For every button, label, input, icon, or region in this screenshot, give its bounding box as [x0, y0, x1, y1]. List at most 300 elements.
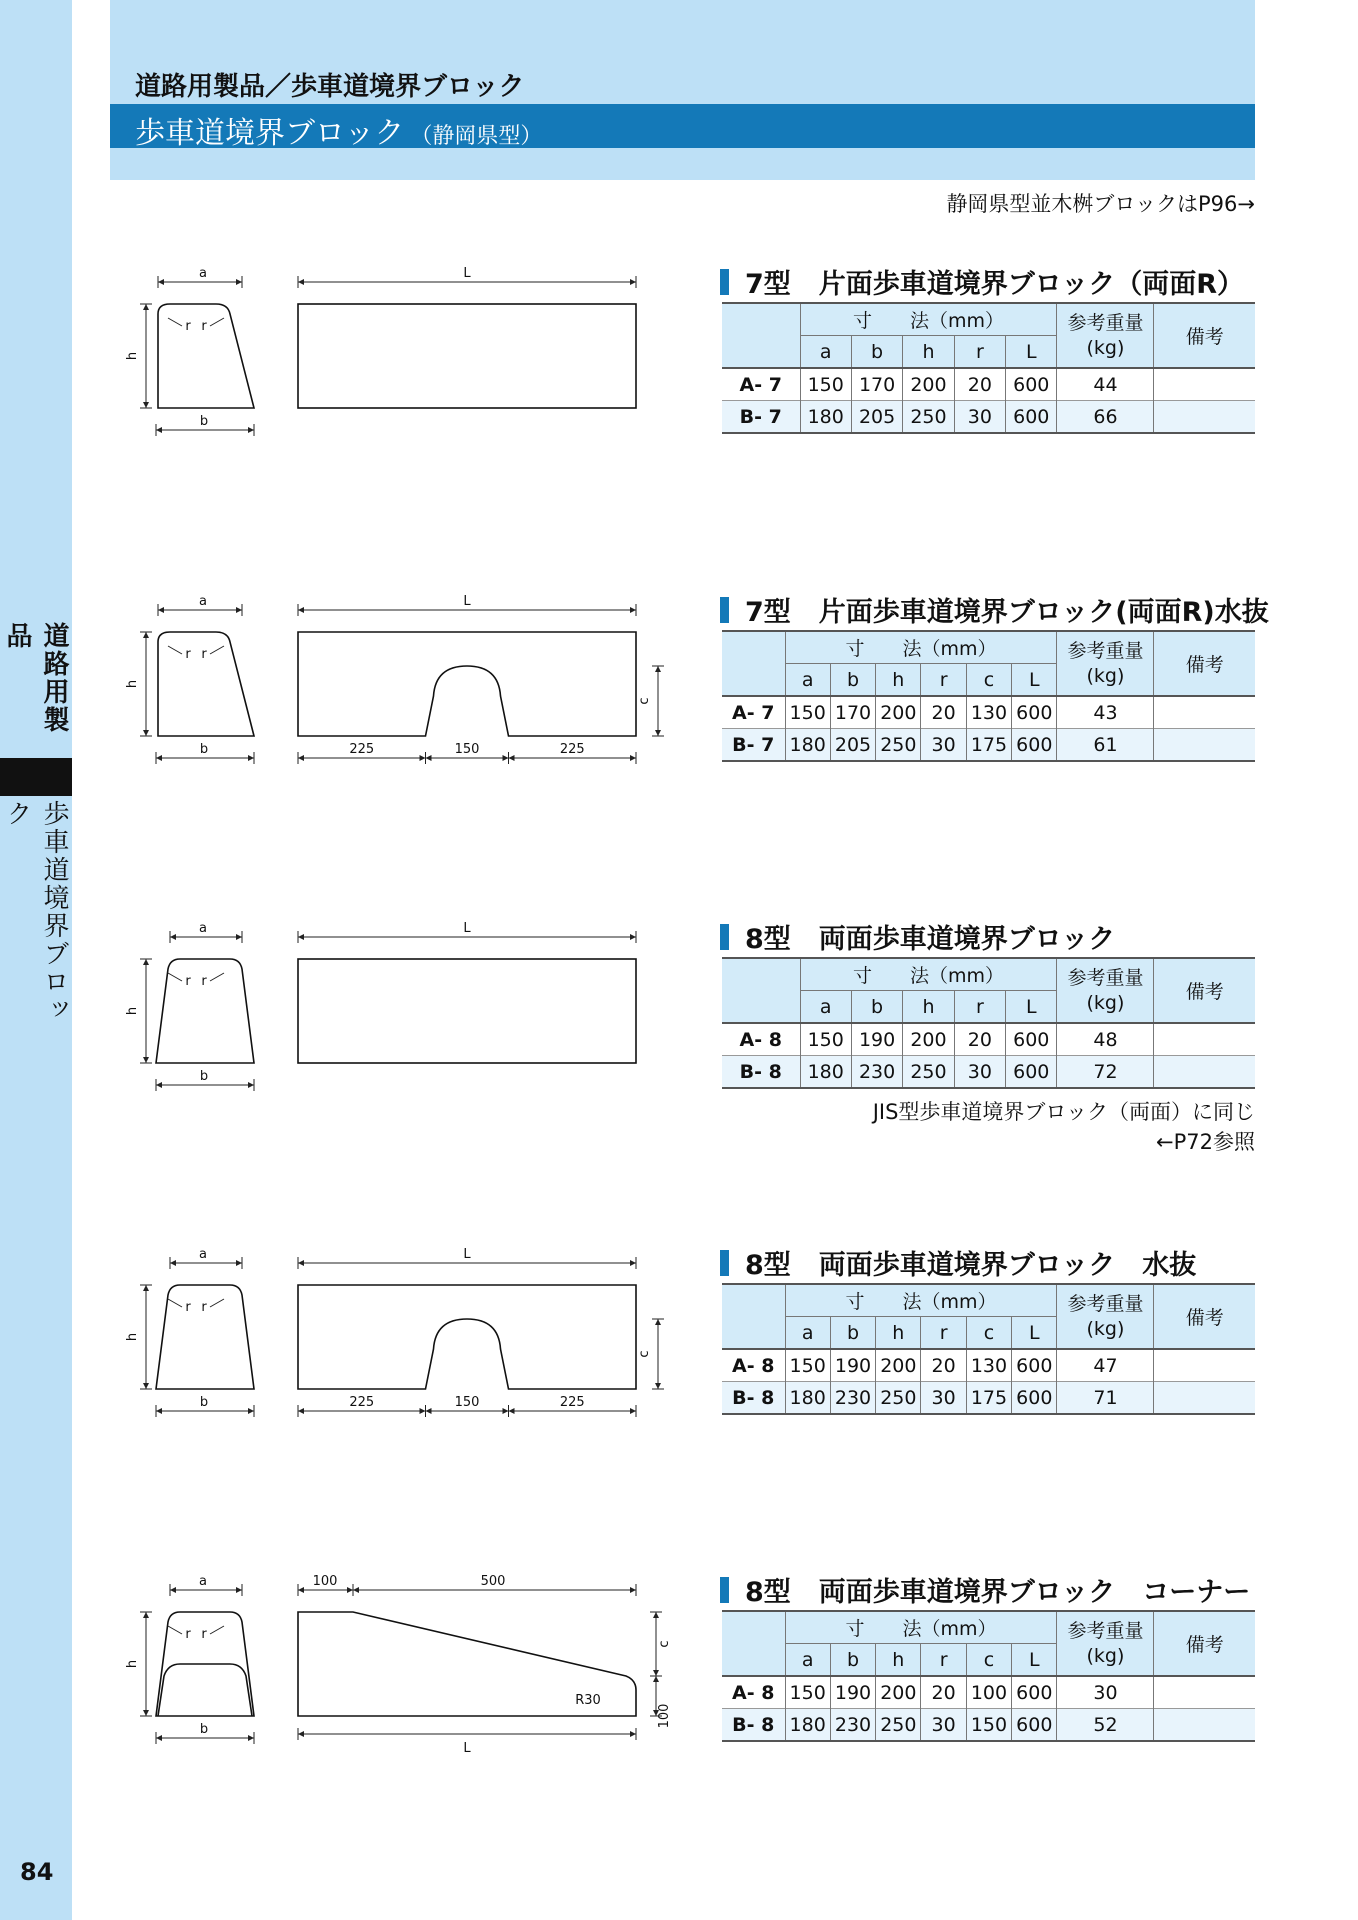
- weight-value: 47: [1057, 1349, 1154, 1382]
- weight-value: 52: [1057, 1709, 1154, 1742]
- dimension-value: 600: [1012, 696, 1057, 729]
- dimension-value: 180: [785, 1709, 830, 1742]
- dimension-arrow: [298, 279, 304, 285]
- dimension-value: 200: [903, 1023, 954, 1056]
- dim-L-label: L: [463, 921, 471, 936]
- weight-value: 72: [1057, 1056, 1154, 1089]
- dimension-arrow: [143, 1057, 149, 1063]
- dim-a-label: a: [199, 594, 207, 609]
- type-label: 8型: [745, 1577, 791, 1608]
- page-number: 84: [20, 1858, 54, 1886]
- dimension-value: 180: [785, 729, 830, 762]
- block-drawing: [118, 590, 678, 880]
- radius-label-right: r: [201, 647, 207, 662]
- radius-leader: [210, 973, 224, 981]
- dimension-value: 600: [1006, 1056, 1057, 1089]
- dimension-value: 175: [966, 1382, 1011, 1415]
- dimension-arrow: [653, 1676, 659, 1682]
- dimension-arrow: [630, 1587, 636, 1593]
- dimension-value: 205: [830, 729, 875, 762]
- dimension-value: 20: [921, 1676, 966, 1709]
- dim-r30-label: R30: [575, 1693, 601, 1708]
- dim-d2-label: 500: [480, 1574, 506, 1589]
- weight-header: [1057, 1284, 1154, 1349]
- radius-label-right: r: [201, 1627, 207, 1642]
- dim-d2-label: 150: [454, 1395, 480, 1410]
- dimension-col-header: b: [830, 664, 875, 697]
- dimension-header: 寸 法（mm）: [800, 958, 1057, 991]
- dimension-arrow: [143, 959, 149, 965]
- section-marker: [720, 1577, 729, 1603]
- weight-header-label: 参考重量: [1067, 1292, 1144, 1315]
- dimension-arrow: [236, 279, 242, 285]
- dimension-col-header: b: [851, 336, 902, 369]
- dimension-arrow: [426, 1408, 432, 1414]
- block-drawing: [118, 917, 678, 1207]
- weight-header-unit: (kg): [1086, 664, 1125, 687]
- section-title: [720, 917, 1115, 956]
- spec-table: [722, 957, 1255, 1089]
- dimension-value: 600: [1006, 1023, 1057, 1056]
- dimension-arrow: [426, 755, 432, 761]
- radius-label-left: r: [185, 1300, 191, 1315]
- dimension-value: 205: [851, 401, 902, 434]
- dimension-value: 230: [851, 1056, 902, 1089]
- dimension-col-header: h: [876, 1317, 921, 1350]
- dim-a-label: a: [199, 266, 207, 281]
- radius-label-right: r: [201, 319, 207, 334]
- dimension-col-header: h: [903, 336, 954, 369]
- dimension-header: 寸 法（mm）: [800, 303, 1057, 336]
- breadcrumb: 道路用製品／歩車道境界ブロック: [135, 72, 525, 102]
- dimension-arrow: [248, 1735, 254, 1741]
- section-title: [720, 1243, 1196, 1282]
- dimension-arrow: [236, 607, 242, 613]
- dimension-col-header: a: [800, 991, 851, 1024]
- weight-header: [1057, 958, 1154, 1023]
- dimension-value: 190: [830, 1349, 875, 1382]
- product-name: 片面歩車道境界ブロック（両面R）: [818, 269, 1245, 300]
- dimension-arrow: [509, 1408, 515, 1414]
- section-marker: [720, 269, 729, 295]
- dimension-arrow: [248, 1082, 254, 1088]
- section-title: [720, 590, 1269, 629]
- dimension-value: 600: [1012, 1676, 1057, 1709]
- dimension-value: 200: [876, 1349, 921, 1382]
- dimension-arrow: [158, 607, 164, 613]
- dimension-col-header: b: [851, 991, 902, 1024]
- radius-leader: [210, 646, 224, 654]
- dimension-value: 130: [966, 1349, 1011, 1382]
- side-view-outline: [298, 1285, 636, 1389]
- dimension-arrow: [298, 755, 304, 761]
- weight-value: 66: [1057, 401, 1154, 434]
- dim-d3-label: 225: [559, 742, 585, 757]
- weight-value: 61: [1057, 729, 1154, 762]
- remarks-value: [1154, 401, 1255, 434]
- dimension-col-header: L: [1012, 1317, 1057, 1350]
- dimension-value: 250: [876, 1709, 921, 1742]
- table-row: [722, 729, 1255, 762]
- product-section: [0, 1243, 1358, 1543]
- dim-a-label: a: [199, 1574, 207, 1589]
- dimension-col-header: c: [966, 1644, 1011, 1677]
- dim-c-label: c: [637, 697, 652, 705]
- dimension-arrow: [236, 934, 242, 940]
- radius-leader: [210, 318, 224, 326]
- remarks-value: [1154, 696, 1255, 729]
- weight-header-label: 参考重量: [1067, 1619, 1144, 1642]
- remarks-value: [1154, 1349, 1255, 1382]
- dimension-arrow: [143, 1612, 149, 1618]
- dimension-value: 20: [954, 368, 1005, 401]
- dimension-col-header: r: [921, 664, 966, 697]
- dimension-col-header: b: [830, 1317, 875, 1350]
- dimension-value: 30: [954, 1056, 1005, 1089]
- dimension-arrow: [143, 402, 149, 408]
- radius-label-left: r: [185, 1627, 191, 1642]
- remarks-header: 備考: [1154, 303, 1255, 368]
- dim-d3-label: 225: [559, 1395, 585, 1410]
- dimension-arrow: [156, 1735, 162, 1741]
- dimension-arrow: [653, 1670, 659, 1676]
- dimension-col-header: a: [800, 336, 851, 369]
- radius-leader: [168, 973, 182, 981]
- dimension-arrow: [420, 755, 426, 761]
- dimension-col-header: a: [785, 664, 830, 697]
- dimension-arrow: [170, 934, 176, 940]
- dimension-value: 230: [830, 1382, 875, 1415]
- dimension-arrow: [143, 730, 149, 736]
- type-label: 7型: [745, 597, 791, 628]
- radius-label-right: r: [201, 974, 207, 989]
- dimension-value: 100: [966, 1676, 1011, 1709]
- dimension-value: 600: [1012, 1382, 1057, 1415]
- dimension-arrow: [298, 1408, 304, 1414]
- dimension-value: 250: [876, 1382, 921, 1415]
- block-drawing: [118, 1570, 678, 1860]
- dimension-arrow: [156, 1408, 162, 1414]
- dimension-arrow: [630, 1731, 636, 1737]
- remarks-value: [1154, 1056, 1255, 1089]
- dimension-arrow: [143, 632, 149, 638]
- dim-c-label: c: [637, 1350, 652, 1358]
- dim-c-label: c: [657, 1640, 672, 1648]
- radius-leader: [168, 1299, 182, 1307]
- dimension-arrow: [630, 934, 636, 940]
- row-label: B- 7: [722, 401, 800, 434]
- dimension-col-header: r: [921, 1644, 966, 1677]
- dimension-arrow: [298, 1587, 304, 1593]
- corner-inner-outline: [158, 1664, 252, 1716]
- dimension-arrow: [655, 1319, 661, 1325]
- dimension-value: 200: [876, 1676, 921, 1709]
- dimension-arrow: [630, 279, 636, 285]
- product-section: [0, 590, 1358, 890]
- product-name: 両面歩車道境界ブロック: [818, 924, 1116, 955]
- table-row: [722, 401, 1255, 434]
- dimension-value: 150: [785, 1349, 830, 1382]
- dimension-arrow: [347, 1587, 353, 1593]
- table-row: [722, 1382, 1255, 1415]
- product-name: 両面歩車道境界ブロック 水抜: [818, 1250, 1197, 1281]
- table-row: [722, 1056, 1255, 1089]
- dimension-arrow: [170, 1587, 176, 1593]
- dim-d1-label: 225: [349, 1395, 375, 1410]
- dimension-arrow: [156, 427, 162, 433]
- row-label: B- 7: [722, 729, 785, 762]
- title-bar: [110, 104, 1255, 151]
- table-row: [722, 1349, 1255, 1382]
- reference-note[interactable]: 静岡県型並木桝ブロックはP96→: [946, 192, 1255, 216]
- dim-L-label: L: [463, 266, 471, 281]
- product-section: [0, 917, 1358, 1217]
- weight-header: [1057, 631, 1154, 696]
- product-name: 両面歩車道境界ブロック コーナー: [818, 1577, 1251, 1608]
- dim-d2-label: 150: [454, 742, 480, 757]
- dim-b-label: b: [199, 1395, 209, 1410]
- dim-h-label: h: [125, 351, 140, 361]
- dimension-col-header: L: [1012, 1644, 1057, 1677]
- dimension-value: 170: [851, 368, 902, 401]
- dimension-value: 250: [903, 401, 954, 434]
- dimension-value: 30: [921, 1709, 966, 1742]
- page-title: [135, 108, 542, 152]
- dimension-arrow: [630, 755, 636, 761]
- dimension-value: 150: [785, 696, 830, 729]
- sidebar-subcategory: 歩車道境界ブロック: [2, 800, 69, 1024]
- dimension-value: 180: [800, 401, 851, 434]
- section-marker: [720, 1250, 729, 1276]
- dimension-col-header: c: [966, 1317, 1011, 1350]
- dimension-col-header: L: [1006, 991, 1057, 1024]
- dimension-value: 150: [800, 1023, 851, 1056]
- dimension-value: 600: [1006, 401, 1057, 434]
- dimension-value: 130: [966, 696, 1011, 729]
- dim-d1-label: 225: [349, 742, 375, 757]
- remarks-value: [1154, 729, 1255, 762]
- type-label: 8型: [745, 1250, 791, 1281]
- type-label: 8型: [745, 924, 791, 955]
- dimension-col-header: b: [830, 1644, 875, 1677]
- dimension-col-header: r: [954, 991, 1005, 1024]
- dimension-header: 寸 法（mm）: [785, 1284, 1057, 1317]
- weight-header-label: 参考重量: [1067, 966, 1144, 989]
- dimension-value: 180: [785, 1382, 830, 1415]
- dimension-arrow: [156, 755, 162, 761]
- dimension-arrow: [143, 1383, 149, 1389]
- spec-table: [722, 1283, 1255, 1415]
- sidebar-category: 道路用製品: [2, 622, 69, 734]
- dim-h-label: h: [125, 1659, 140, 1669]
- dimension-value: 600: [1006, 368, 1057, 401]
- dimension-arrow: [655, 1383, 661, 1389]
- row-label: A- 8: [722, 1349, 785, 1382]
- remarks-value: [1154, 1676, 1255, 1709]
- weight-value: 48: [1057, 1023, 1154, 1056]
- table-row: [722, 1023, 1255, 1056]
- type-label: 7型: [745, 269, 791, 300]
- dim-b-label: b: [199, 414, 209, 429]
- dimension-arrow: [143, 1285, 149, 1291]
- dimension-arrow: [248, 427, 254, 433]
- header-empty-cell: [722, 1611, 785, 1676]
- dimension-col-header: a: [785, 1644, 830, 1677]
- row-label: B- 8: [722, 1382, 785, 1415]
- dimension-arrow: [298, 607, 304, 613]
- dimension-arrow: [630, 607, 636, 613]
- dimension-header: 寸 法（mm）: [785, 1611, 1057, 1644]
- dimension-arrow: [248, 1408, 254, 1414]
- side-view-outline: [298, 959, 636, 1063]
- dimension-value: 20: [921, 696, 966, 729]
- dimension-value: 200: [903, 368, 954, 401]
- dimension-arrow: [653, 1612, 659, 1618]
- section-title: [720, 1570, 1250, 1609]
- dimension-arrow: [630, 1260, 636, 1266]
- dim-b-label: b: [199, 742, 209, 757]
- dimension-arrow: [353, 1587, 359, 1593]
- remarks-header: 備考: [1154, 1284, 1255, 1349]
- table-row: [722, 1709, 1255, 1742]
- dim-a-label: a: [199, 921, 207, 936]
- note-line-1: JIS型歩車道境界ブロック（両面）に同じ: [872, 1100, 1255, 1124]
- dim-a-label: a: [199, 1247, 207, 1262]
- dim-b-label: b: [199, 1722, 209, 1737]
- dimension-arrow: [158, 279, 164, 285]
- remarks-header: 備考: [1154, 631, 1255, 696]
- dimension-header: 寸 法（mm）: [785, 631, 1057, 664]
- header-empty-cell: [722, 1284, 785, 1349]
- dimension-value: 600: [1012, 729, 1057, 762]
- remarks-header: 備考: [1154, 958, 1255, 1023]
- dimension-value: 20: [921, 1349, 966, 1382]
- dimension-col-header: a: [785, 1317, 830, 1350]
- dimension-value: 30: [921, 729, 966, 762]
- spec-table: [722, 302, 1255, 434]
- side-view-outline: [298, 304, 636, 408]
- side-view-outline: [298, 632, 636, 736]
- dimension-value: 150: [966, 1709, 1011, 1742]
- dimension-arrow: [503, 1408, 509, 1414]
- remarks-value: [1154, 1709, 1255, 1742]
- dimension-value: 170: [830, 696, 875, 729]
- dimension-value: 250: [876, 729, 921, 762]
- dimension-col-header: c: [966, 664, 1011, 697]
- row-label: B- 8: [722, 1056, 800, 1089]
- weight-header: [1057, 1611, 1154, 1676]
- remarks-value: [1154, 1382, 1255, 1415]
- radius-leader: [168, 646, 182, 654]
- dimension-value: 200: [876, 696, 921, 729]
- dimension-col-header: r: [921, 1317, 966, 1350]
- section-marker: [720, 924, 729, 950]
- product-section: [0, 1570, 1358, 1870]
- page-title-text: 歩車道境界ブロック: [135, 116, 405, 151]
- section-note: [873, 1097, 1255, 1157]
- dimension-arrow: [236, 1587, 242, 1593]
- dimension-arrow: [298, 1260, 304, 1266]
- dimension-value: 150: [785, 1676, 830, 1709]
- remarks-value: [1154, 368, 1255, 401]
- dimension-value: 150: [800, 368, 851, 401]
- dim-L-label: L: [463, 1741, 471, 1756]
- dimension-col-header: h: [876, 664, 921, 697]
- weight-value: 30: [1057, 1676, 1154, 1709]
- radius-leader: [210, 1299, 224, 1307]
- weight-header-label: 参考重量: [1067, 639, 1144, 662]
- dimension-arrow: [143, 1710, 149, 1716]
- section-marker: [720, 597, 729, 623]
- product-name: 片面歩車道境界ブロック(両面R)水抜: [818, 597, 1269, 628]
- dim-d1-label: 100: [312, 1574, 338, 1589]
- block-drawing: [118, 262, 678, 552]
- dimension-arrow: [503, 755, 509, 761]
- dimension-value: 175: [966, 729, 1011, 762]
- header-empty-cell: [722, 631, 785, 696]
- table-row: [722, 1676, 1255, 1709]
- dimension-col-header: h: [903, 991, 954, 1024]
- header-empty-cell: [722, 303, 800, 368]
- table-row: [722, 696, 1255, 729]
- dimension-arrow: [655, 730, 661, 736]
- weight-header-unit: (kg): [1086, 336, 1125, 359]
- dimension-value: 180: [800, 1056, 851, 1089]
- dimension-arrow: [630, 1408, 636, 1414]
- dimension-arrow: [143, 304, 149, 310]
- radius-label-left: r: [185, 319, 191, 334]
- note-line-2[interactable]: ←P72参照: [1156, 1130, 1255, 1154]
- row-label: A- 7: [722, 696, 785, 729]
- weight-header-unit: (kg): [1086, 1317, 1125, 1340]
- dimension-col-header: L: [1006, 336, 1057, 369]
- radius-label-left: r: [185, 974, 191, 989]
- dimension-arrow: [156, 1082, 162, 1088]
- product-section: [0, 262, 1358, 562]
- row-label: B- 8: [722, 1709, 785, 1742]
- radius-leader: [210, 1626, 224, 1634]
- radius-leader: [168, 318, 182, 326]
- weight-value: 44: [1057, 368, 1154, 401]
- remarks-value: [1154, 1023, 1255, 1056]
- weight-header: [1057, 303, 1154, 368]
- radius-label-right: r: [201, 1300, 207, 1315]
- spec-table: [722, 1610, 1255, 1742]
- dimension-arrow: [420, 1408, 426, 1414]
- dimension-value: 600: [1012, 1709, 1057, 1742]
- dimension-arrow: [655, 666, 661, 672]
- dim-h-label: h: [125, 679, 140, 689]
- dim-b-label: b: [199, 1069, 209, 1084]
- dimension-value: 190: [851, 1023, 902, 1056]
- dimension-arrow: [248, 755, 254, 761]
- row-label: A- 7: [722, 368, 800, 401]
- dimension-arrow: [298, 1731, 304, 1737]
- table-row: [722, 368, 1255, 401]
- dim-d3-label: 100: [657, 1703, 672, 1729]
- weight-value: 71: [1057, 1382, 1154, 1415]
- dim-h-label: h: [125, 1332, 140, 1342]
- dimension-value: 20: [954, 1023, 1005, 1056]
- dimension-value: 230: [830, 1709, 875, 1742]
- weight-header-label: 参考重量: [1067, 311, 1144, 334]
- section-title: [720, 262, 1244, 301]
- weight-header-unit: (kg): [1086, 1644, 1125, 1667]
- header-empty-cell: [722, 958, 800, 1023]
- dimension-arrow: [509, 755, 515, 761]
- dim-L-label: L: [463, 1247, 471, 1262]
- dimension-arrow: [236, 1260, 242, 1266]
